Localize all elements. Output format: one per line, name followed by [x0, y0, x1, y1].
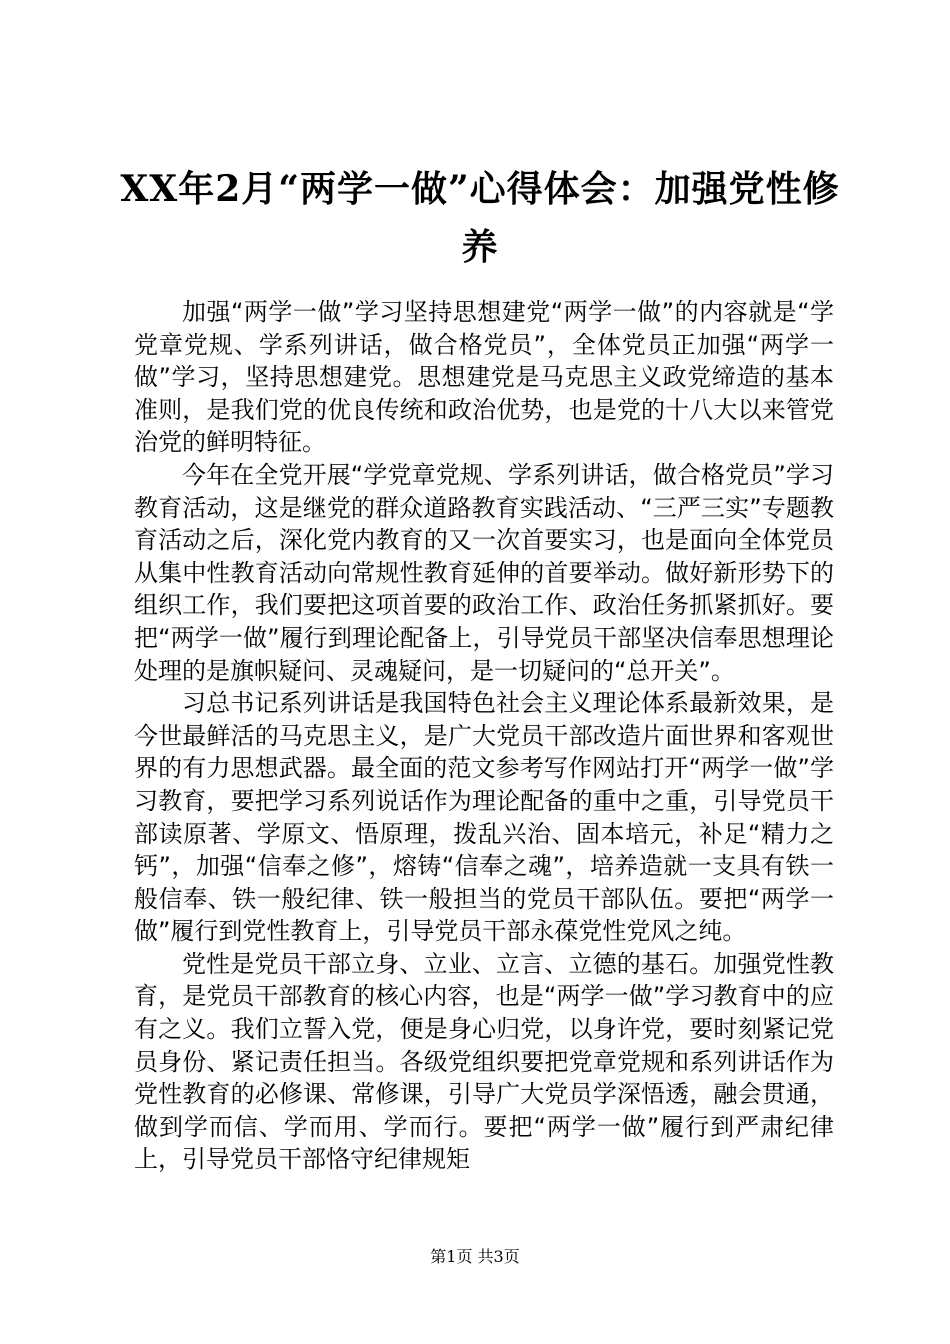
paragraph-1: 加强“两学一做”学习坚持思想建党“两学一做”的内容就是“学党章党规、学系列讲话，做合格党员”，全体党员正加强“两学一做”学习，坚持思想建党。思想建党是马克思主义政党缔造的基本准则，是我们党的优良传统和政治优势，也是党的十八大以来管党治党的鲜明特征。 [134, 298, 834, 457]
document-body [134, 296, 834, 1176]
document-title: XX年2月“两学一做”心得体会：加强党性修养 [120, 168, 840, 268]
paragraph-4: 党性是党员干部立身、立业、立言、立德的基石。加强党性教育，是党员干部教育的核心内容，也是“两学一做”学习教育中的应有之义。我们立誓入党，便是身心归党，以身许党，要时刻紧记党员身份、紧记责任担当。各级党组织要把党章党规和系列讲话作为党性教育的必修课、常修课，引导广大党员学深悟透，融会贯通，做到学而信、学而用、学而行。要把“两学一做”履行到严肃纪律上，引导党员干部恪守纪律规矩 [134, 949, 834, 1174]
paragraph-2: 今年在全党开展“学党章党规、学系列讲话，做合格党员”学习教育活动，这是继党的群众道路教育实践活动、“三严三实”专题教育活动之后，深化党内教育的又一次首要实习，也是面向全体党员从集中性教育活动向常规性教育延伸的首要举动。做好新形势下的组织工作，我们要把这项首要的政治工作、政治任务抓紧抓好。要把“两学一做”履行到理论配备上，引导党员干部坚决信奉思想理论处理的是旗帜疑问、灵魂疑问，是一切疑问的“总开关”。 [134, 460, 834, 685]
paragraph-3: 习总书记系列讲话是我国特色社会主义理论体系最新效果，是今世最鲜活的马克思主义，是广大党员干部改造片面世界和客观世界的有力思想武器。最全面的范文参考写作网站打开“两学一做”学习教育，要把学习系列说话作为理论配备的重中之重，引导党员干部读原著、学原文、悟原理，拨乱兴治、固本培元，补足“精力之钙”，加强“信奉之修”，熔铸“信奉之魂”，培养造就一支具有铁一般信奉、铁一般纪律、铁一般担当的党员干部队伍。要把“两学一做”履行到党性教育上，引导党员干部永葆党性党风之纯。 [134, 689, 834, 946]
page-number-footer: 第1页 共3页 [430, 1247, 520, 1266]
